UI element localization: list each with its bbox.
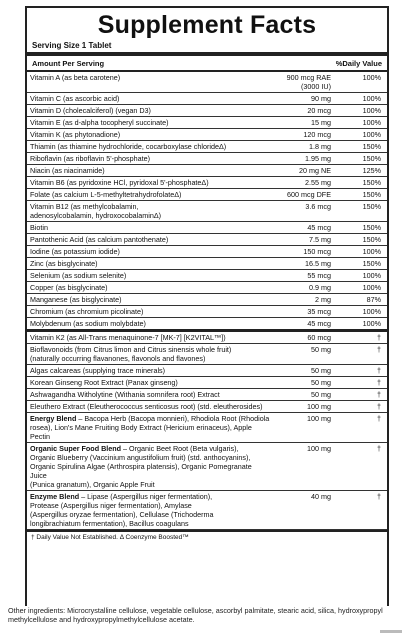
- table-row: [27, 401, 387, 413]
- table-header: [27, 58, 387, 72]
- table-row: [27, 141, 387, 153]
- nutrient-amount: 50 mg: [311, 345, 331, 354]
- nutrient-name: Selenium (as sodium selenite): [30, 271, 127, 280]
- nutrient-name: Vitamin B12 (as methylcobalamin, adenosylcobalamin, hydroxocobalaminΔ): [30, 202, 162, 220]
- table-row: [27, 294, 387, 306]
- nutrient-amount: 20 mg NE: [299, 166, 331, 175]
- table-row: [27, 491, 387, 530]
- nutrient-amount: 1.8 mg: [309, 142, 331, 151]
- nutrient-daily-value: 150%: [362, 190, 381, 199]
- table-row: [27, 332, 387, 344]
- nutrient-amount: 0.9 mg: [309, 283, 331, 292]
- nutrient-name: Pantothenic Acid (as calcium pantothenate): [30, 235, 169, 244]
- nutrient-name: Energy Blend – Bacopa Herb (Bacopa monnieri), Rhodiola Root (Rhodiola rosea), Lion's Mane Fruiting Body Extract (Hericium erinaceus), Apple Pectin: [30, 414, 270, 441]
- table-row: [27, 93, 387, 105]
- nutrient-name: Ashwagandha Witholytine (Withania somnifera root) Extract: [30, 390, 220, 399]
- nutrient-amount: 90 mg: [311, 94, 331, 103]
- nutrient-name: Molybdenum (as sodium molybdate): [30, 319, 146, 328]
- table-row: [27, 246, 387, 258]
- nutrient-amount: 3.6 mcg: [305, 202, 331, 211]
- panel-title: Supplement Facts: [97, 11, 317, 39]
- nutrient-name: Riboflavin (as riboflavin 5'-phosphate): [30, 154, 151, 163]
- table-row: [27, 153, 387, 165]
- supplement-facts-panel: [25, 6, 389, 606]
- table-row: [27, 365, 387, 377]
- footnote: † Daily Value Not Established. Δ Coenzyme Boosted™: [27, 530, 387, 543]
- nutrient-name: Iodine (as potassium iodide): [30, 247, 120, 256]
- table-row: [27, 201, 387, 222]
- nutrient-amount: 900 mcg RAE (3000 IU): [286, 73, 331, 91]
- nutrient-name: Vitamin B6 (as pyridoxine HCl, pyridoxal 5'-phosphateΔ): [30, 178, 209, 187]
- nutrient-amount: 60 mcg: [307, 333, 331, 342]
- table-row: [27, 282, 387, 294]
- nutrient-amount: 2 mg: [315, 295, 331, 304]
- nutrient-daily-value: †: [377, 390, 381, 399]
- nutrient-name: Eleuthero Extract (Eleutherococcus senticosus root) (std. eleutherosides): [30, 402, 263, 411]
- table-row: [27, 234, 387, 246]
- nutrient-daily-value: 150%: [362, 154, 381, 163]
- nutrient-amount: 45 mcg: [307, 223, 331, 232]
- nutrient-name: Manganese (as bisglycinate): [30, 295, 122, 304]
- nutrient-amount: 35 mcg: [307, 307, 331, 316]
- table-row: [27, 222, 387, 234]
- nutrient-amount: 55 mcg: [307, 271, 331, 280]
- table-row: [27, 177, 387, 189]
- nutrient-daily-value: 100%: [362, 271, 381, 280]
- nutrient-daily-value: 100%: [362, 73, 381, 82]
- header-amount: Amount Per Serving: [32, 59, 105, 68]
- nutrient-daily-value: 150%: [362, 202, 381, 211]
- nutrient-name: Vitamin K (as phytonadione): [30, 130, 121, 139]
- nutrient-name: Bioflavonoids (from Citrus limon and Citrus sinensis whole fruit) (naturally occurring flavanones, flavonols and flavones): [30, 345, 232, 363]
- nutrient-name: Chromium (as chromium picolinate): [30, 307, 144, 316]
- table-row: [27, 377, 387, 389]
- nutrient-amount: 100 mg: [307, 402, 331, 411]
- nutrient-daily-value: 87%: [366, 295, 381, 304]
- nutrient-daily-value: 125%: [362, 166, 381, 175]
- nutrient-daily-value: 100%: [362, 283, 381, 292]
- nutrient-name: Enzyme Blend – Lipase (Aspergillus niger fermentation), Protease (Aspergillus niger fermentation), Amylase (Aspergillus oryzae fermentation), Cellulase (Trichoderma longibrachiatum fermentation), Bacillus coagulans: [30, 492, 214, 528]
- nutrient-amount: 7.5 mg: [309, 235, 331, 244]
- nutrient-amount: 45 mcg: [307, 319, 331, 328]
- nutrient-name: Korean Ginseng Root Extract (Panax ginseng): [30, 378, 178, 387]
- table-row: [27, 105, 387, 117]
- nutrient-name: Vitamin E (as d-alpha tocopheryl succinate): [30, 118, 169, 127]
- nutrient-daily-value: 150%: [362, 178, 381, 187]
- nutrient-daily-value: 150%: [362, 142, 381, 151]
- nutrient-daily-value: †: [377, 444, 381, 453]
- nutrient-name: Niacin (as niacinamide): [30, 166, 105, 175]
- nutrient-daily-value: 100%: [362, 94, 381, 103]
- header-daily-value: %Daily Value: [335, 59, 382, 68]
- nutrient-name: Biotin: [30, 223, 48, 232]
- nutrient-name: Thiamin (as thiamine hydrochloride, cocarboxylase chlorideΔ): [30, 142, 227, 151]
- nutrient-daily-value: 100%: [362, 247, 381, 256]
- table-row: [27, 413, 387, 443]
- nutrient-name: Copper (as bisglycinate): [30, 283, 108, 292]
- nutrient-rows: [27, 72, 387, 530]
- nutrient-amount: 16.5 mg: [305, 259, 331, 268]
- nutrient-daily-value: †: [377, 333, 381, 342]
- nutrient-daily-value: †: [377, 366, 381, 375]
- nutrient-amount: 50 mg: [311, 378, 331, 387]
- nutrient-daily-value: †: [377, 492, 381, 501]
- nutrient-amount: 50 mg: [311, 390, 331, 399]
- nutrient-name: Organic Super Food Blend – Organic Beet Root (Beta vulgaris), Organic Blueberry (Vaccinium angustifolium fruit) (std. anthocyanins), Organic Spirulina Algae (Arthrospira platensis), Organic Pomegranate Juice (Punica granatum), Organic Apple Fruit: [30, 444, 252, 489]
- nutrient-name: Vitamin A (as beta carotene): [30, 73, 121, 82]
- small-print-mark: [380, 630, 402, 633]
- nutrient-amount: 20 mcg: [307, 106, 331, 115]
- nutrient-name: Vitamin K2 (as All-Trans menaquinone-7 [MK-7] [K2VITAL™]): [30, 333, 226, 342]
- nutrient-name: Algas calcareas (supplying trace minerals): [30, 366, 166, 375]
- nutrient-daily-value: 100%: [362, 106, 381, 115]
- table-row: [27, 318, 387, 332]
- nutrient-amount: 100 mg: [307, 414, 331, 423]
- nutrient-daily-value: †: [377, 402, 381, 411]
- nutrient-daily-value: †: [377, 378, 381, 387]
- nutrient-amount: 600 mcg DFE: [287, 190, 331, 199]
- nutrient-daily-value: 150%: [362, 223, 381, 232]
- nutrient-daily-value: †: [377, 414, 381, 423]
- table-row: [27, 389, 387, 401]
- nutrient-name: Zinc (as bisglycinate): [30, 259, 98, 268]
- nutrient-name: Folate (as calcium L-5-methyltetrahydrofolateΔ): [30, 190, 182, 199]
- table-row: [27, 344, 387, 365]
- nutrient-amount: 50 mg: [311, 366, 331, 375]
- nutrient-amount: 120 mcg: [303, 130, 331, 139]
- nutrient-daily-value: 100%: [362, 319, 381, 328]
- table-row: [27, 129, 387, 141]
- nutrient-amount: 2.55 mg: [305, 178, 331, 187]
- nutrient-name: Vitamin D (cholecalciferol) (vegan D3): [30, 106, 151, 115]
- nutrient-daily-value: 150%: [362, 235, 381, 244]
- nutrient-amount: 40 mg: [311, 492, 331, 501]
- nutrient-daily-value: 150%: [362, 259, 381, 268]
- nutrient-amount: 150 mcg: [303, 247, 331, 256]
- nutrient-daily-value: 100%: [362, 118, 381, 127]
- nutrient-name: Vitamin C (as ascorbic acid): [30, 94, 120, 103]
- table-row: [27, 258, 387, 270]
- nutrient-amount: 15 mg: [311, 118, 331, 127]
- table-row: [27, 165, 387, 177]
- table-row: [27, 117, 387, 129]
- nutrient-daily-value: †: [377, 345, 381, 354]
- nutrient-amount: 1.95 mg: [305, 154, 331, 163]
- nutrient-daily-value: 100%: [362, 307, 381, 316]
- nutrient-daily-value: 100%: [362, 130, 381, 139]
- table-row: [27, 306, 387, 318]
- table-row: [27, 270, 387, 282]
- table-row: [27, 72, 387, 93]
- serving-size: Serving Size 1 Tablet: [27, 40, 387, 56]
- nutrient-amount: 100 mg: [307, 444, 331, 453]
- table-row: [27, 443, 387, 491]
- other-ingredients: Other ingredients: Microcrystalline cellulose, vegetable cellulose, ascorbyl palmitate, stearic acid, silica, hydroxypropyl methylcellulose and hydroxypropylmethylcellulose acetate.: [8, 606, 383, 624]
- table-row: [27, 189, 387, 201]
